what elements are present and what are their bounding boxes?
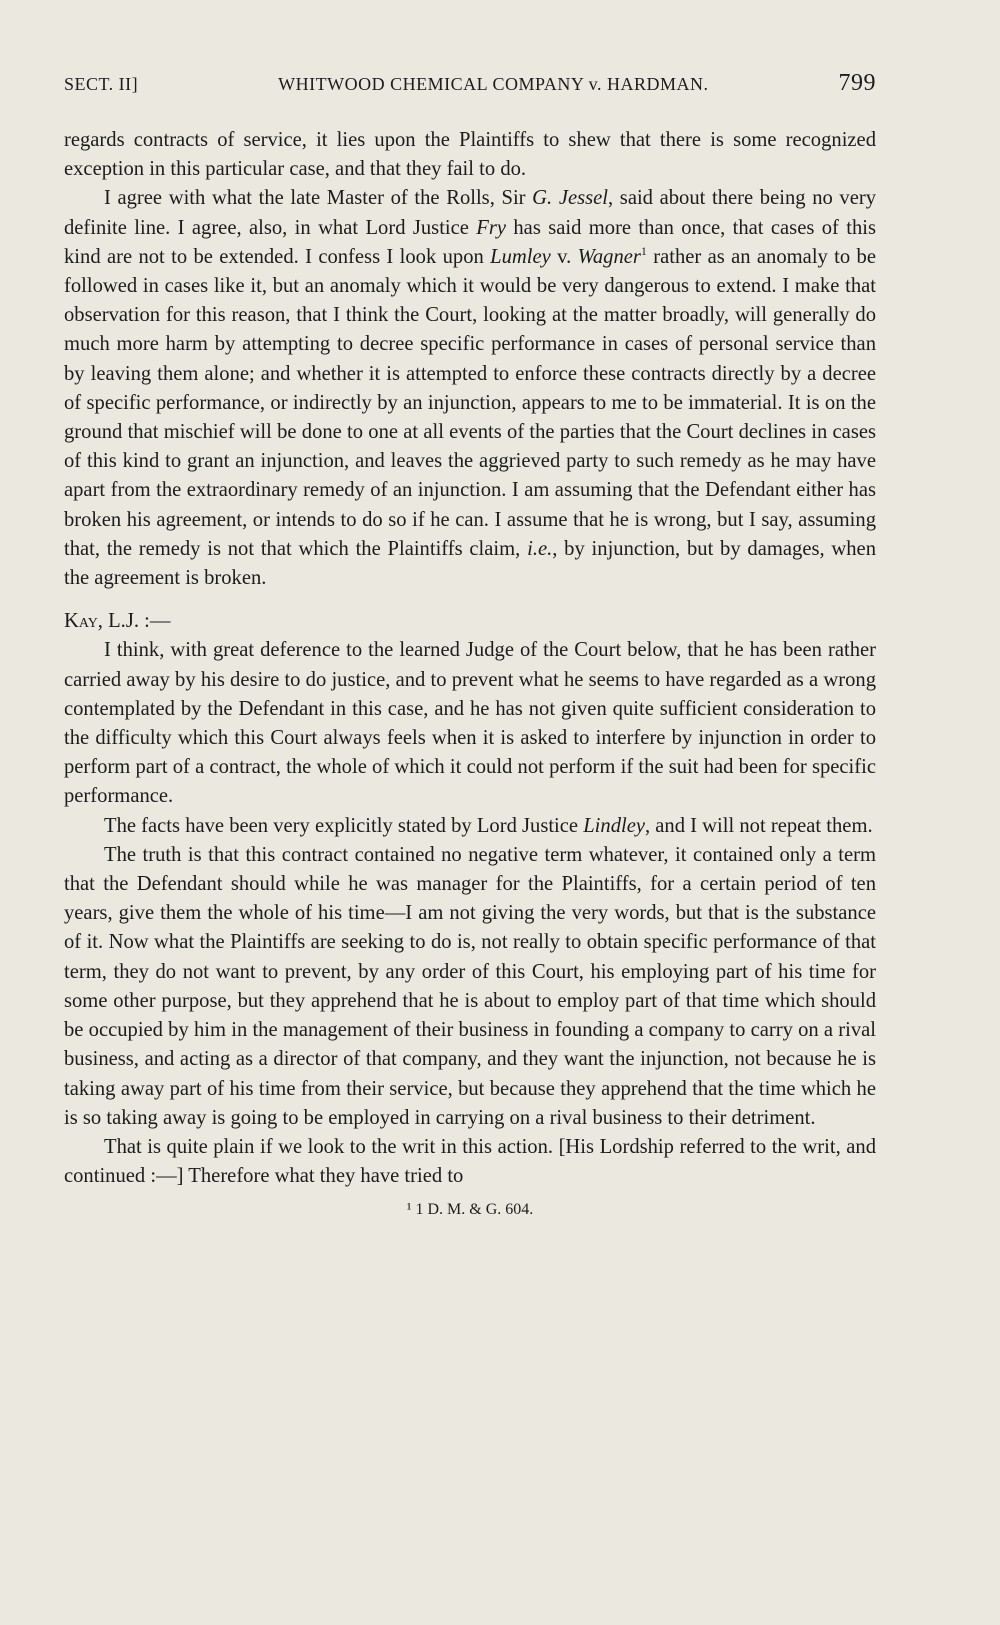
p2-name-fry: Fry [476, 216, 507, 239]
paragraph-6: That is quite plain if we look to the writ in this action. [His Lordship referred to the writ, and continued :—] Therefore what they have tried to [64, 1135, 876, 1188]
p2-case-lumley: Lumley [490, 245, 551, 268]
footnote-reference: 1 [640, 243, 647, 258]
p2-text-c: has said more than once, that cases of this kind are not to be extended. I confess I look upon [64, 216, 876, 268]
p2-case-wagner: Wagner [577, 245, 641, 268]
page-number: 799 [838, 70, 876, 96]
footnote: ¹ 1 D. M. & G. 604. [406, 1201, 534, 1219]
page [64, 70, 876, 1219]
p2-text-b: , said about there being no very definite line. I agree, also, in what Lord Justice [64, 187, 877, 239]
running-header [64, 70, 876, 114]
p2-v: v. [550, 245, 578, 268]
p4-text-b: , and I will not repeat them. [645, 814, 873, 837]
p2-name-jessel: G. Jessel [532, 187, 609, 210]
p4-name-lindley: Lindley [583, 814, 645, 837]
p2-text-d: rather as an anomaly to be followed in cases like it, but an anomaly which it would be very dangerous to extend. I make that observation for this reason, that I think the Court, looking at the matter broadly, will generally do much more harm by attempting to decree specific performance in cases of personal service than by leaving them alone; and whether it is attempted to enforce these contracts directly by a decree of specific performance, or indirectly by an injunction, appears to me to be immaterial. It is on the ground that mischief will be done to one at all events of the parties that the Court declines in cases of this kind to grant an injunction, and leaves the aggrieved party to such remedy as he may have apart from the extraordinary remedy of an injunction. I am assuming that the Defendant either has broken his agreement, or intends to do so if he can. I assume that he is wrong, but I say, assuming that, the remedy is not that which the Plaintiffs claim, [64, 245, 876, 560]
paragraph-3: I think, with great deference to the learned Judge of the Court below, that he has been rather carried away by his desire to do justice, and to prevent what he seems to have regarded as a wrong contemplated by the Defendant in this case, and he has not given quite sufficient consideration to the difficulty which this Court always feels when it is asked to interfere by injunction in order to perform part of a contract, the whole of which it could not perform if the suit had been for specific performance. [64, 639, 876, 808]
paragraph-1: regards contracts of service, it lies upon the Plaintiffs to shew that there is some recognized exception in this particular case, and that they fail to do. [64, 129, 876, 181]
p2-ie: i.e. [527, 537, 553, 560]
paragraph-5: The truth is that this contract contained no negative term whatever, it contained only a term that the Defendant should while he was manager for the Plaintiffs, for a certain period of ten years, give them the whole of his time—I am not giving the very words, but that is the substance of it. Now what the Plaintiffs are seeking to do is, not really to obtain specific performance of that term, they do not want to prevent, by any order of this Court, his employing part of his time for some other purpose, but they apprehend that he is about to employ part of that time which should be occupied by him in the management of their business in founding a company to carry on a rival business, and acting as a director of that company, and they want the injunction, not because he is taking away part of his time from their service, but because they apprehend that the time which he is so taking away is going to be employed in carrying on a rival business to their detriment. [64, 843, 876, 1129]
paragraph-4 [64, 812, 876, 841]
p4-text-a: The facts have been very explicitly stated by Lord Justice [104, 814, 584, 837]
speaker-heading: Kay, L.J. :— [64, 610, 171, 633]
paragraph-2 [64, 184, 876, 593]
p2-text-e: , by injunction, but by damages, when the agreement is broken. [64, 537, 876, 590]
body-text [64, 126, 876, 1191]
p2-text-a: I agree with what the late Master of the Rolls, Sir [104, 187, 533, 210]
section-label: SECT. II] [64, 74, 139, 94]
case-title: WHITWOOD CHEMICAL COMPANY v. HARDMAN. [278, 74, 709, 94]
